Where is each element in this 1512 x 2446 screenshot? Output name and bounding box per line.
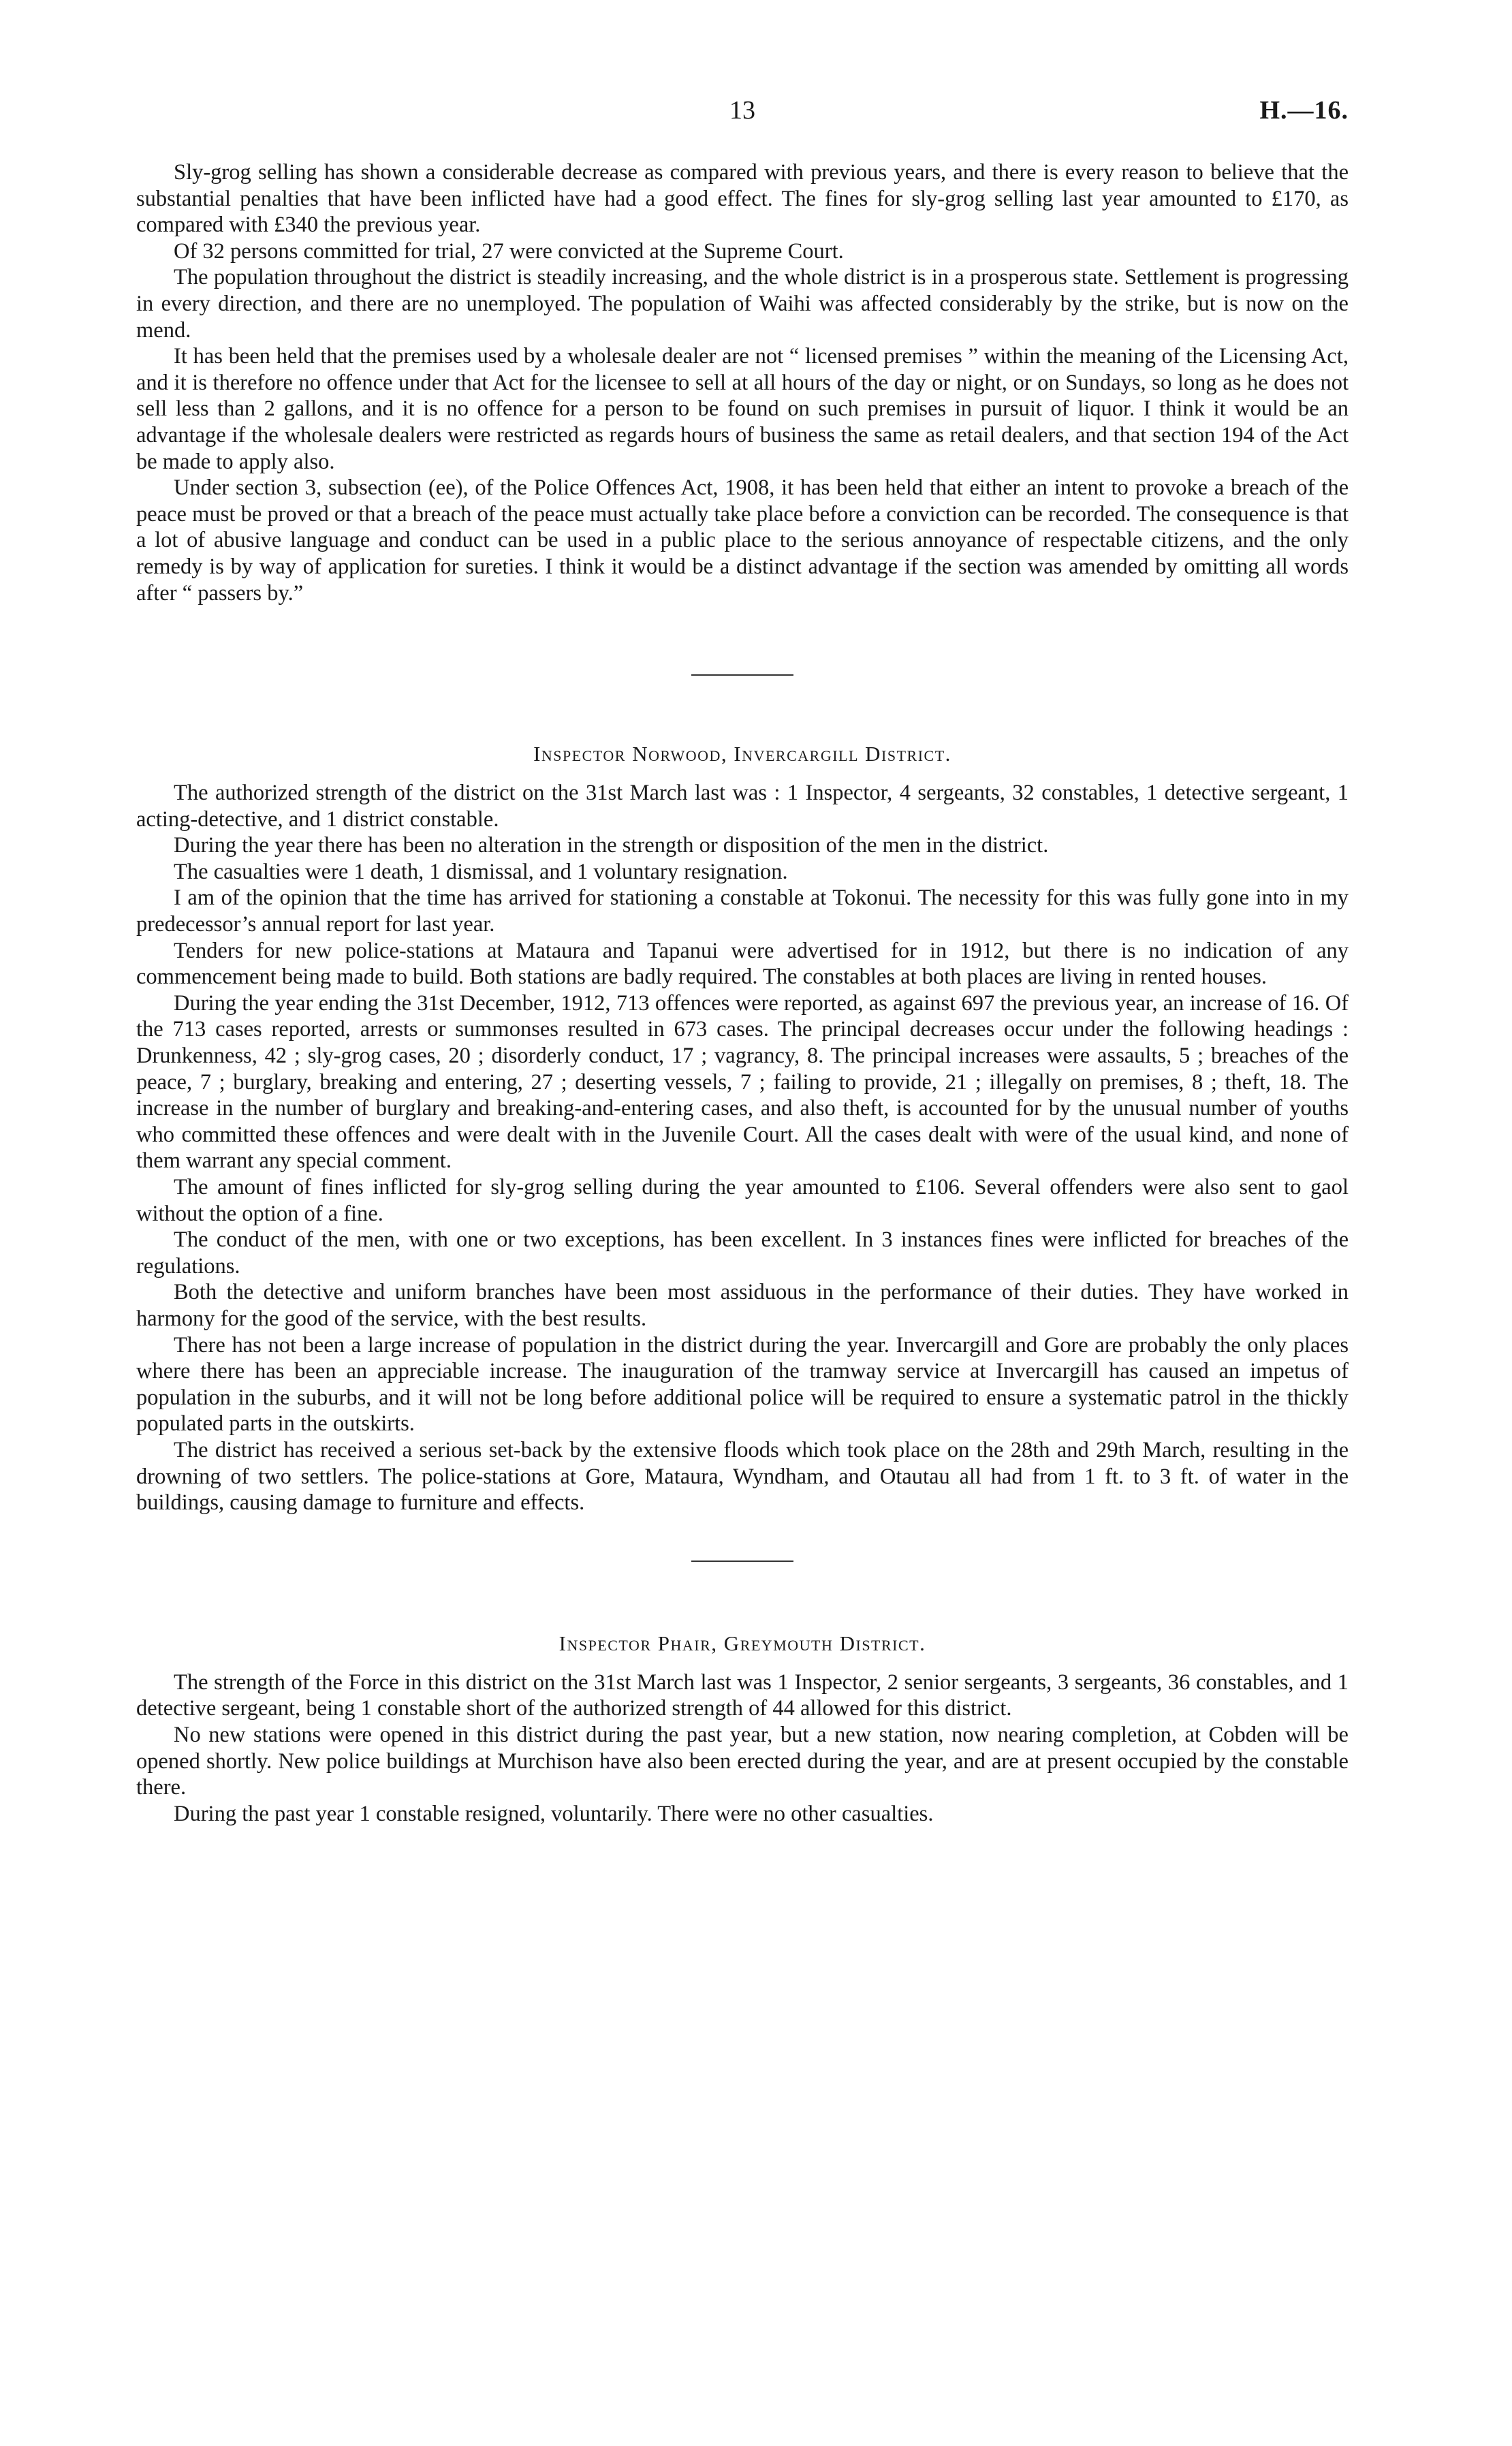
paragraph: Under section 3, subsection (ee), of the Police Offences Act, 1908, it has been held that either an intent to provoke a breach of the peace must be proved or that a breach of the peace must actually take place before a conviction can be recorded. The consequence is that a lot of abusive language and conduct can be used in a public place to the serious annoyance of respectable citizens, and the only remedy is by way of application for sureties. I think it would be a distinct advantage if the section was amended by omitting all words after “ passers by.”	[136, 475, 1349, 606]
paragraph: It has been held that the premises used by a wholesale dealer are not “ licensed premises ” within the meaning of the Licensing Act, and it is therefore no offence under that Act for the licensee to sell at all hours of the day or night, or on Sundays, so long as he does not sell less than 2 gallons, and it is no offence for a person to be found on such premises in pursuit of liquor. I think it would be an advantage if the wholesale dealers were restricted as regards hours of business the same as retail dealers, and that section 194 of the Act be made to apply also.	[136, 344, 1349, 474]
section-waihi-continued	[136, 159, 1349, 606]
page-number: 13	[729, 96, 755, 125]
paragraph: There has not been a large increase of population in the district during the year. Invercargill and Gore are probably the only places where there has been an appreciable increase. The inauguration of the tramway service at Invercargill has caused an impetus of population in the suburbs, and it will not be long before additional police will be required to ensure a systematic patrol in the thickly populated parts in the outskirts.	[136, 1332, 1349, 1437]
section-divider	[691, 674, 793, 676]
paragraph: I am of the opinion that the time has arrived for stationing a constable at Tokonui. The necessity for this was fully gone into in my predecessor’s annual report for last year.	[136, 885, 1349, 937]
section-divider	[691, 1561, 793, 1562]
paragraph: The district has received a serious set-back by the extensive floods which took place on the 28th and 29th March, resulting in the drowning of two settlers. The police-stations at Gore, Mataura, Wyndham, and Otautau all had from 1 ft. to 3 ft. of water in the buildings, causing damage to furniture and effects.	[136, 1437, 1349, 1516]
paragraph: The authorized strength of the district on the 31st March last was : 1 Inspector, 4 sergeants, 32 constables, 1 detective sergeant, 1 acting-detective, and 1 district constable.	[136, 781, 1349, 832]
paragraph: During the year ending the 31st December, 1912, 713 offences were reported, as against 697 the previous year, an increase of 16. Of the 713 cases reported, arrests or summonses resulted in 673 cases. The principal decreases occur under the following headings : Drunkenness, 42 ; sly-grog cases, 20 ; disorderly conduct, 17 ; vagrancy, 8. The principal increases were assaults, 5 ; breaches of the peace, 7 ; burglary, breaking and entering, 27 ; deserting vessels, 7 ; failing to provide, 21 ; illegally on premises, 8 ; theft, 18. The increase in the number of burglary and breaking-and-entering cases, and also theft, is accounted for by the unusual number of youths who committed these offences and were dealt with in the Juvenile Court. All the cases dealt with were of the usual kind, and none of them warrant any special comment.	[136, 990, 1349, 1174]
paragraph: During the past year 1 constable resigned, voluntarily. There were no other casualties.	[174, 1801, 934, 1826]
section-heading: Inspector Phair, Greymouth District.	[558, 1631, 926, 1655]
paragraph: The amount of fines inflicted for sly-grog selling during the year amounted to £106. Several offenders were also sent to gaol without the option of a fine.	[136, 1175, 1349, 1226]
paragraph: The population throughout the district is steadily increasing, and the whole district is in a prosperous state. Settlement is progressing in every direction, and there are no unemployed. The population of Waihi was affected considerably by the strike, but is now on the mend.	[136, 265, 1349, 343]
section-heading: Inspector Norwood, Invercargill District.	[533, 742, 951, 766]
paragraph: Of 32 persons committed for trial, 27 were convicted at the Supreme Court.	[174, 238, 844, 264]
paragraph: Tenders for new police-stations at Mataura and Tapanui were advertised for in 1912, but there is no indication of any commencement being made to build. Both stations are badly required. The constables at both places are living in rented houses.	[136, 938, 1349, 990]
page-header	[136, 95, 1349, 129]
document-page	[136, 95, 1349, 1827]
paragraph: The casualties were 1 death, 1 dismissal, and 1 voluntary resignation.	[174, 859, 788, 884]
paragraph: The strength of the Force in this district on the 31st March last was 1 Inspector, 2 senior sergeants, 3 sergeants, 36 constables, and 1 detective sergeant, being 1 constable short of the authorized strength of 44 allowed for this district.	[136, 1669, 1349, 1721]
section-greymouth	[136, 1630, 1349, 1828]
section-invercargill	[136, 740, 1349, 1516]
paragraph: No new stations were opened in this district during the past year, but a new station, now nearing completion, at Cobden will be opened shortly. New police buildings at Murchison have also been erected during the year, and are at present occupied by the constable there.	[136, 1722, 1349, 1800]
paragraph: During the year there has been no alteration in the strength or disposition of the men in the district.	[174, 833, 1049, 858]
paragraph: Sly-grog selling has shown a considerable decrease as compared with previous years, and there is every reason to believe that the substantial penalties that have been inflicted have had a good effect. The fines for sly-grog selling last year amounted to £170, as compared with £340 the previous year.	[136, 160, 1349, 238]
paragraph: The conduct of the men, with one or two exceptions, has been excellent. In 3 instances fines were inflicted for breaches of the regulations.	[136, 1227, 1349, 1279]
document-reference: H.—16.	[1259, 96, 1349, 125]
paragraph: Both the detective and uniform branches have been most assiduous in the performance of their duties. They have worked in harmony for the good of the service, with the best results.	[136, 1280, 1349, 1331]
